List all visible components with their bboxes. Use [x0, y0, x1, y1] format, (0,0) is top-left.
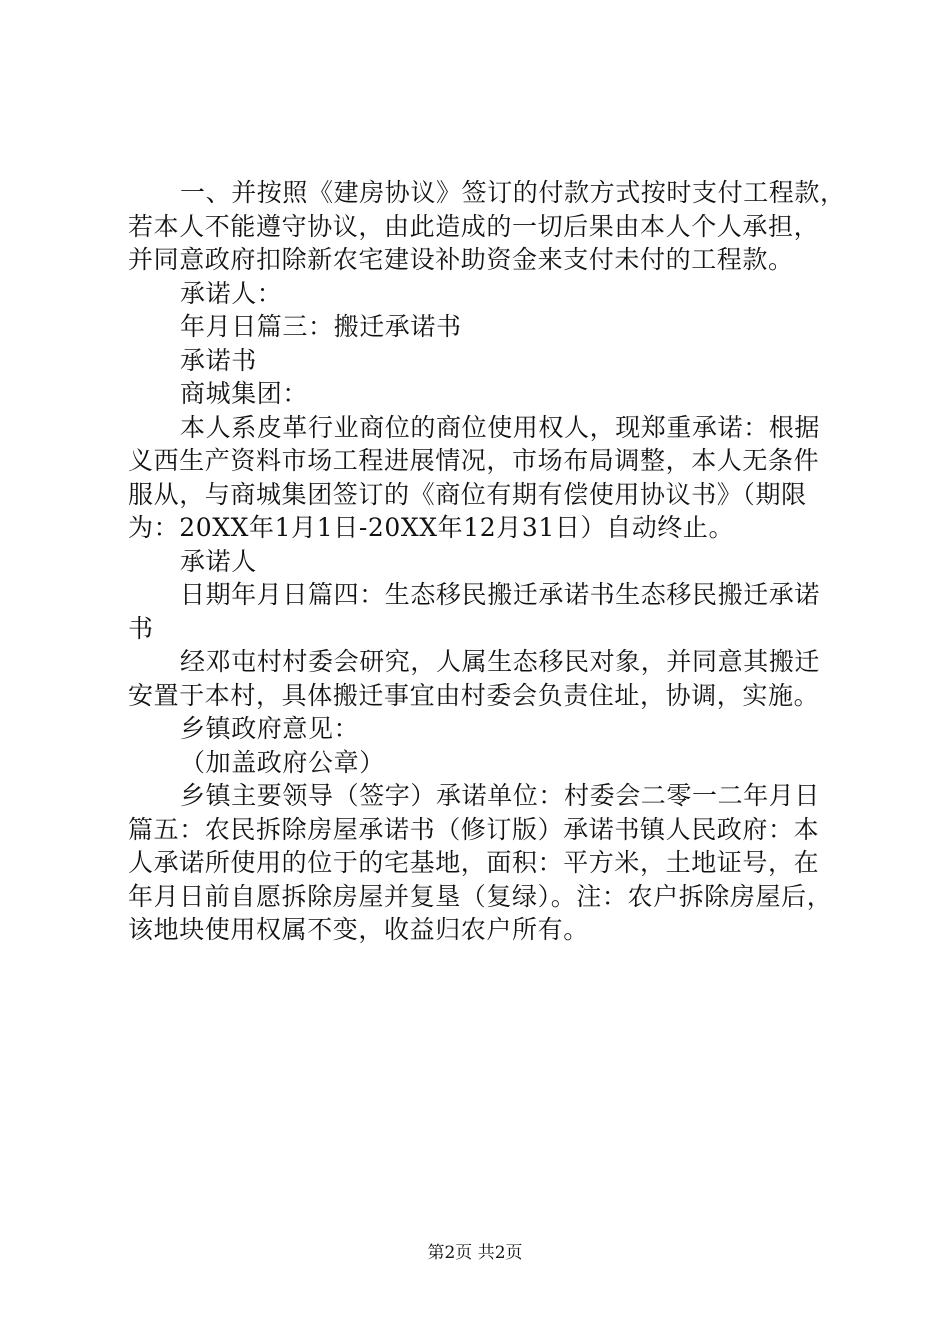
paragraph-line: （加盖政府公章）	[180, 747, 385, 777]
paragraph-line: 若本人不能遵守协议，由此造成的一切后果由本人个人承担，	[128, 211, 820, 241]
paragraph-line: 安置于本村，具体搬迁事宜由村委会负责住址，协调，实施。	[128, 680, 820, 710]
paragraph-line: 一、并按照《建房协议》签订的付款方式按时支付工程款，	[180, 178, 846, 207]
paragraph-line: 书	[128, 613, 154, 643]
paragraph-line: 经邓屯村村委会研究，人属生态移民对象，并同意其搬迁	[180, 647, 821, 676]
paragraph-line: 年月日篇三：搬迁承诺书	[180, 312, 462, 341]
paragraph-line: 篇五：农民拆除房屋承诺书（修订版）承诺书镇人民政府：本	[128, 814, 820, 844]
paragraph-line: 承诺人：	[180, 278, 283, 308]
paragraph-line: 人承诺所使用的位于的宅基地，面积：平方米，土地证号，在	[128, 848, 820, 877]
paragraph-line: 年月日前自愿拆除房屋并复垦（复绿）。注：农户拆除房屋后，	[128, 881, 833, 911]
page-footer: 第2页 共2页	[427, 1243, 523, 1263]
paragraph-line: 日期年月日篇四：生态移民搬迁承诺书生态移民搬迁承诺	[180, 580, 821, 609]
paragraph-line: 承诺书	[180, 345, 257, 375]
paragraph-line: 商城集团：	[180, 379, 309, 408]
paragraph-line: 本人系皮革行业商位的商位使用权人，现郑重承诺：根据	[180, 412, 821, 442]
paragraph-line: 承诺人	[180, 546, 257, 576]
paragraph-line: 服从，与商城集团签订的《商位有期有偿使用协议书》（期限	[128, 479, 807, 509]
paragraph-line: 为：20XX年1月1日-20XX年12月31日）自动终止。	[128, 513, 735, 542]
document-body	[128, 176, 854, 947]
paragraph-line: 义西生产资料市场工程进展情况，市场布局调整，本人无条件	[128, 446, 820, 475]
paragraph-line: 并同意政府扣除新农宅建设补助资金来支付未付的工程款。	[128, 245, 794, 274]
paragraph-line: 乡镇主要领导（签字）承诺单位：村委会二零一二年月日	[180, 781, 821, 810]
paragraph-line: 该地块使用权属不变，收益归农户所有。	[128, 915, 589, 944]
paragraph-line: 乡镇政府意见：	[180, 714, 360, 743]
